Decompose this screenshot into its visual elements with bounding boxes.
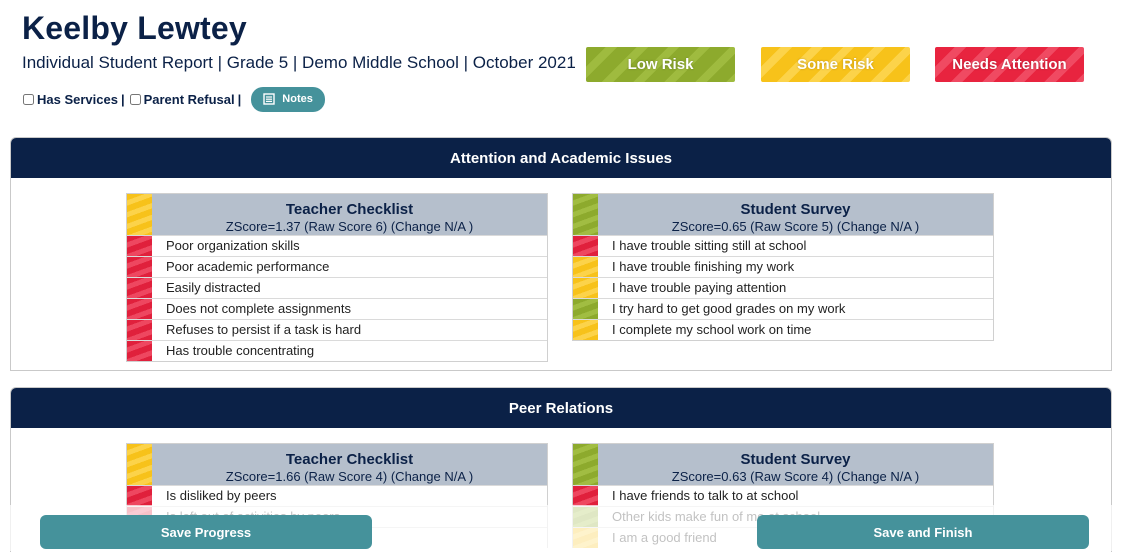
item-text: Does not complete assignments	[166, 301, 351, 316]
risk-indicator	[127, 236, 152, 256]
zscore-text: ZScore=1.66 (Raw Score 4) (Change N/A )	[225, 469, 474, 484]
section-title: Peer Relations	[11, 388, 1111, 428]
notes-icon	[263, 93, 275, 105]
risk-indicator	[127, 278, 152, 298]
risk-indicator	[573, 194, 598, 235]
risk-indicator	[573, 320, 598, 340]
separator: |	[237, 91, 242, 107]
table-title: Teacher Checklist	[285, 201, 414, 218]
table-header	[127, 444, 547, 485]
risk-indicator	[127, 486, 152, 506]
table-row	[573, 298, 993, 319]
notes-label: Notes	[282, 93, 313, 105]
table-row	[127, 340, 547, 361]
item-text: Poor organization skills	[166, 238, 300, 253]
item-text: I have trouble sitting still at school	[612, 238, 807, 253]
section-title: Attention and Academic Issues	[11, 138, 1111, 178]
zscore-text: ZScore=0.65 (Raw Score 5) (Change N/A )	[671, 219, 920, 234]
has-services-label: Has Services	[37, 91, 118, 107]
risk-indicator	[127, 444, 152, 485]
zscore-text: ZScore=0.63 (Raw Score 4) (Change N/A )	[671, 469, 920, 484]
table-row	[573, 256, 993, 277]
risk-indicator	[127, 257, 152, 277]
table-header	[573, 194, 993, 235]
section-attention-academic	[10, 137, 1112, 371]
table-header	[127, 194, 547, 235]
flags-row	[22, 86, 325, 112]
table-row	[127, 235, 547, 256]
table-row	[573, 319, 993, 340]
item-text: I complete my school work on time	[612, 322, 812, 337]
item-text: I have friends to talk to at school	[612, 488, 799, 503]
table-title: Student Survey	[740, 451, 851, 468]
item-text: Has trouble concentrating	[166, 343, 315, 358]
risk-indicator	[573, 444, 598, 485]
risk-indicator	[573, 278, 598, 298]
table-row	[127, 485, 547, 506]
has-services-checkbox[interactable]	[23, 94, 34, 105]
parent-refusal-label: Parent Refusal	[143, 91, 235, 107]
risk-indicator	[573, 299, 598, 319]
table-header	[573, 444, 993, 485]
risk-indicator	[127, 320, 152, 340]
legend-needs-attention: Needs Attention	[935, 47, 1084, 82]
legend-some-risk: Some Risk	[761, 47, 910, 82]
risk-indicator	[573, 486, 598, 506]
table-row	[127, 319, 547, 340]
table-row	[573, 235, 993, 256]
student-name: Keelby Lewtey	[22, 10, 247, 46]
parent-refusal-checkbox[interactable]	[130, 94, 141, 105]
item-text: Poor academic performance	[166, 259, 330, 274]
item-text: I try hard to get good grades on my work	[612, 301, 846, 316]
risk-indicator	[127, 341, 152, 361]
table-row	[573, 277, 993, 298]
save-progress-button[interactable]: Save Progress	[40, 515, 372, 549]
item-text: Refuses to persist if a task is hard	[166, 322, 362, 337]
risk-indicator	[127, 299, 152, 319]
teacher-checklist-table	[126, 193, 548, 362]
zscore-text: ZScore=1.37 (Raw Score 6) (Change N/A )	[225, 219, 474, 234]
table-title: Student Survey	[740, 201, 851, 218]
item-text: I have trouble finishing my work	[612, 259, 795, 274]
table-row	[127, 298, 547, 319]
legend-low-risk: Low Risk	[586, 47, 735, 82]
item-text: Is disliked by peers	[166, 488, 277, 503]
separator: |	[120, 91, 125, 107]
table-row	[573, 485, 993, 506]
item-text: I have trouble paying attention	[612, 280, 787, 295]
save-and-finish-button[interactable]: Save and Finish	[757, 515, 1089, 549]
table-row	[127, 256, 547, 277]
student-survey-table	[572, 193, 994, 341]
report-subtitle: Individual Student Report | Grade 5 | Demo Middle School | October 2021	[22, 53, 576, 72]
risk-indicator	[573, 257, 598, 277]
risk-indicator	[127, 194, 152, 235]
risk-indicator	[573, 236, 598, 256]
item-text: Easily distracted	[166, 280, 261, 295]
notes-button[interactable]	[251, 87, 325, 112]
table-title: Teacher Checklist	[285, 451, 414, 468]
table-row	[127, 277, 547, 298]
